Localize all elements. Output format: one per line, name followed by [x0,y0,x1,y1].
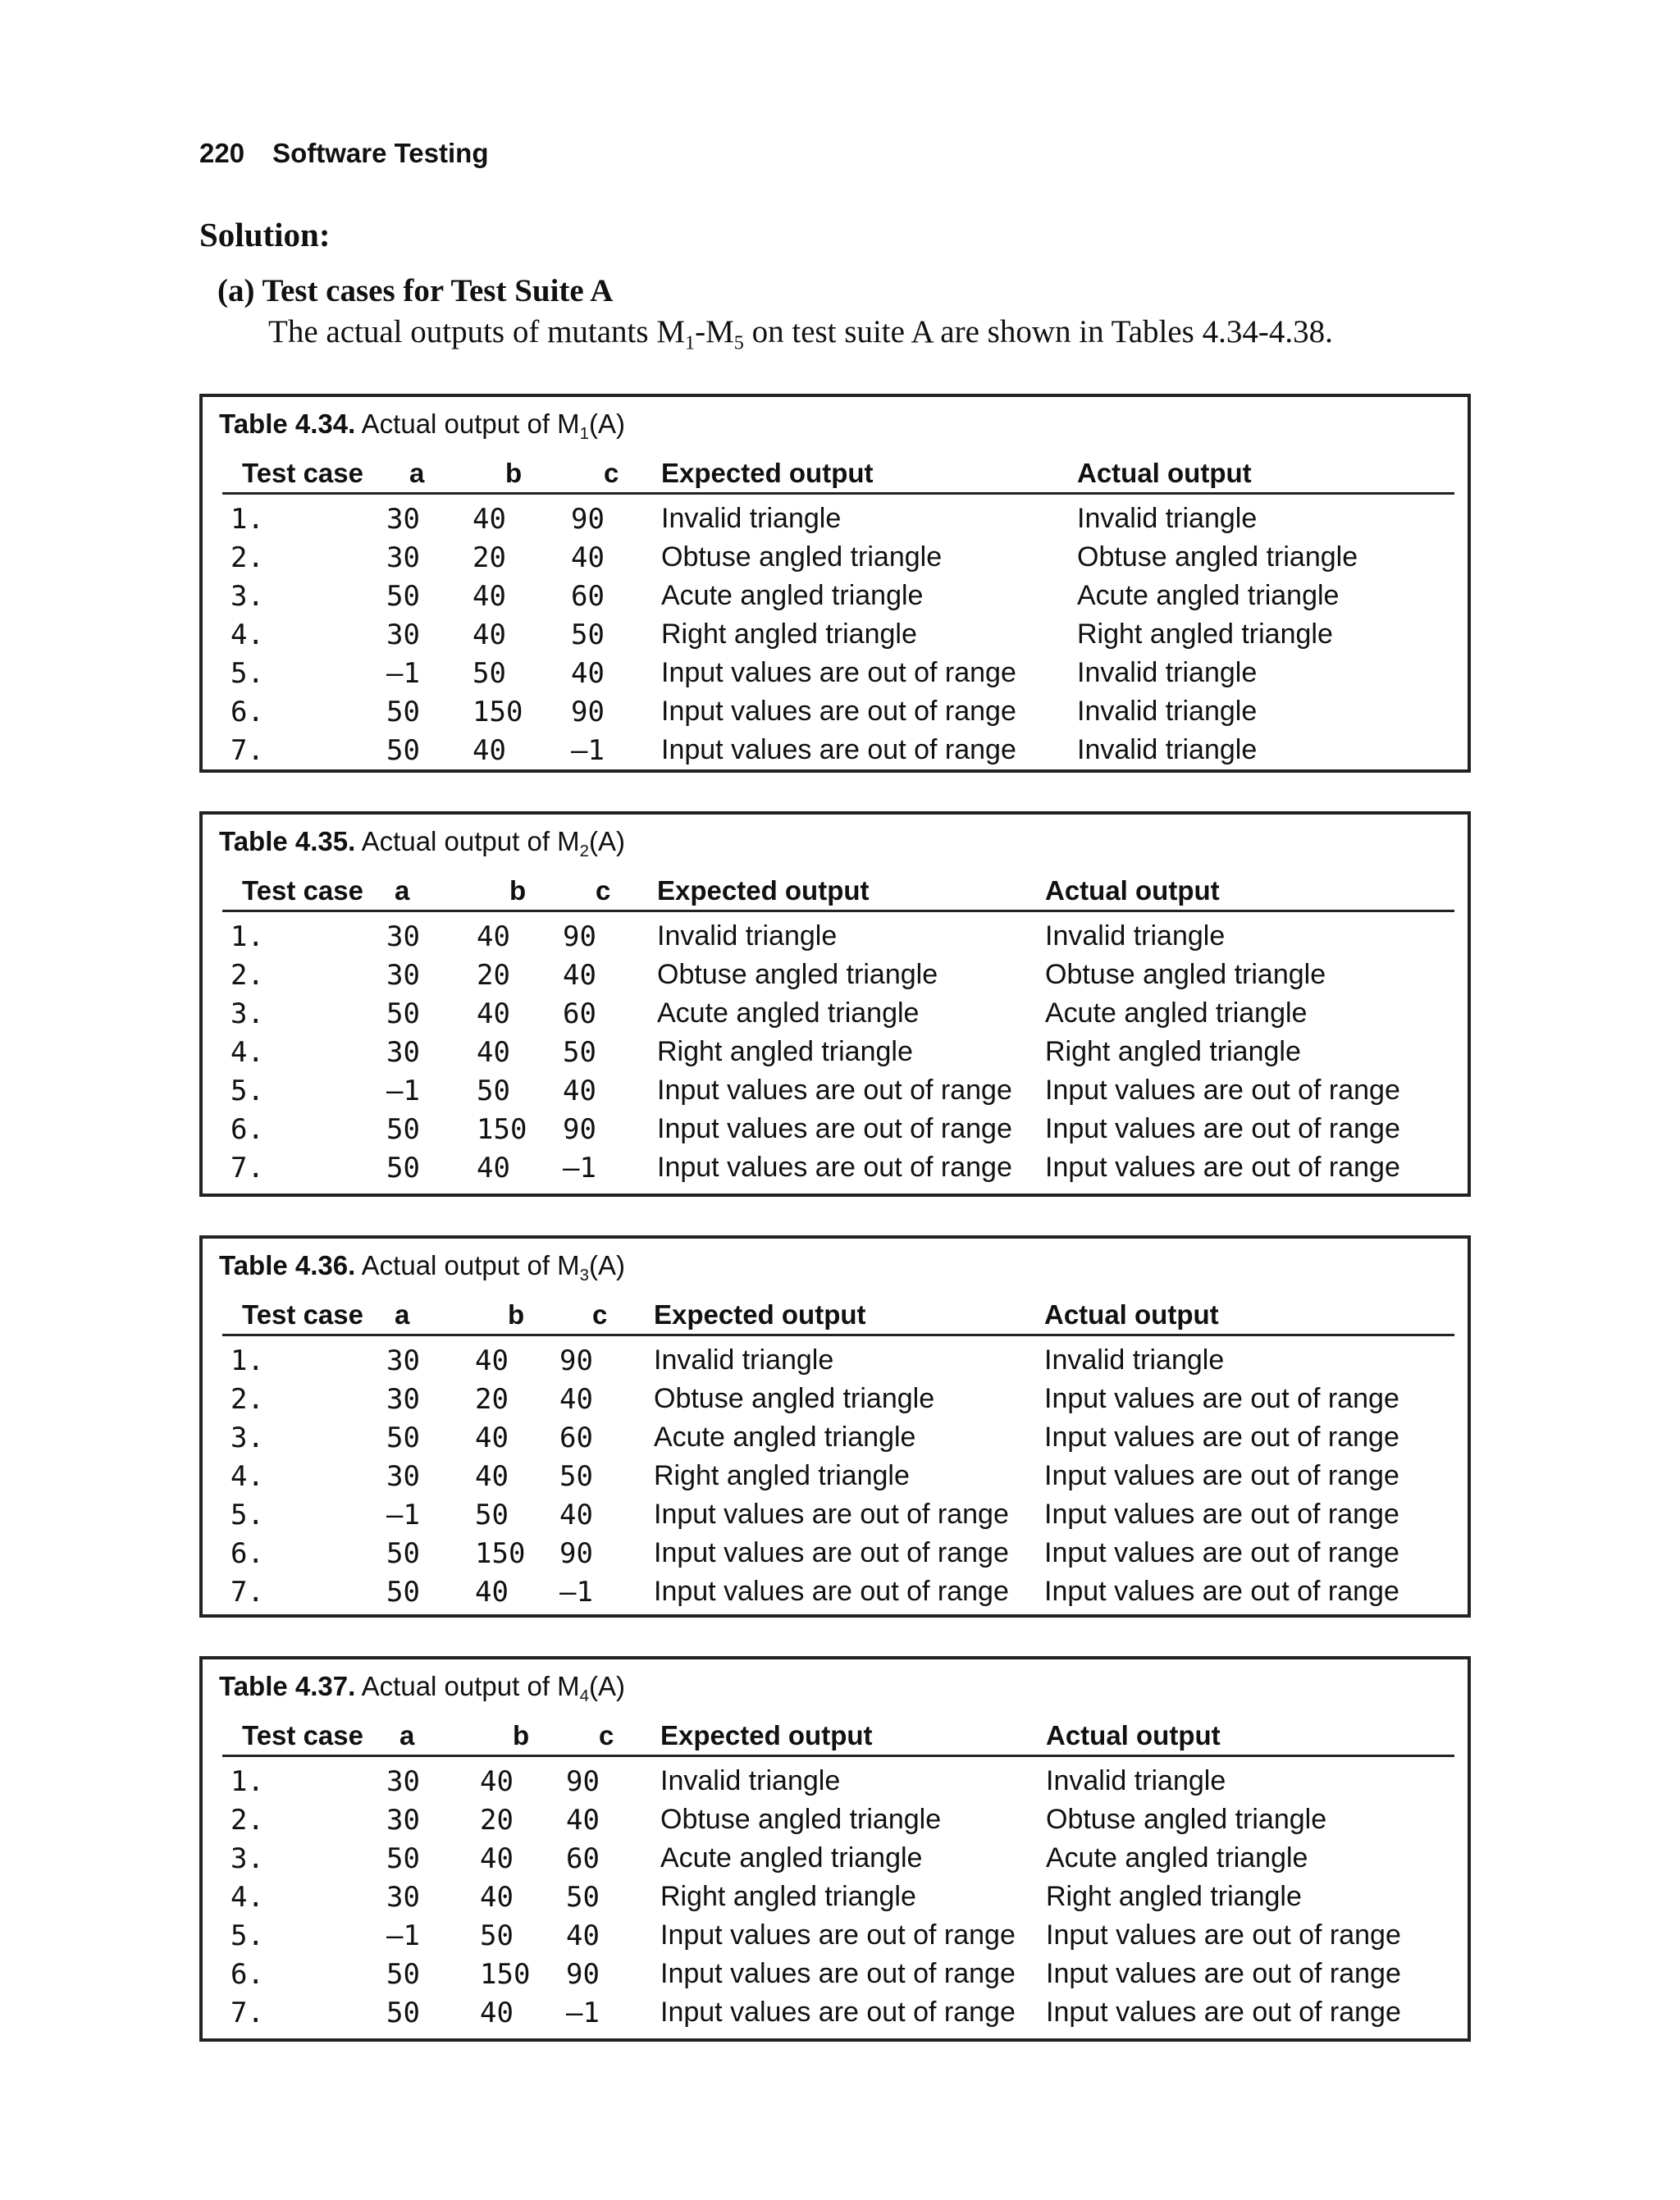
cell-c: 50 [559,1459,593,1493]
cell-a: 30 [386,502,420,536]
cell-expected-output: Right angled triangle [661,618,917,650]
cell-a: –1 [386,1498,420,1531]
cell-test-case: 2. [231,958,264,992]
cell-b: 40 [477,997,510,1030]
table-header-row [222,1296,1454,1335]
cell-actual-output: Input values are out of range [1046,1997,1401,2028]
col-header-test-case: Test case [222,872,386,911]
page-header [199,138,488,169]
cell-a: –1 [386,656,420,690]
cell-b: 40 [480,1996,514,2029]
cell-test-case: 7. [231,1996,264,2029]
cell-test-case: 6. [231,1112,264,1146]
table-label: Table 4.36. [219,1250,356,1280]
cell-c: 50 [566,1880,600,1914]
cell-b: 40 [475,1421,509,1454]
cell-a: 50 [386,1112,420,1146]
cell-c: 40 [566,1803,600,1837]
cell-expected-output: Right angled triangle [657,1036,913,1067]
cell-test-case: 7. [231,1151,264,1184]
cell-b: 20 [472,541,506,574]
table-row [222,615,1454,654]
col-header-b: b [480,1717,566,1756]
results-table [222,454,1454,769]
table-row [222,1380,1454,1418]
cell-actual-output: Invalid triangle [1046,1765,1226,1796]
intro-paragraph [268,313,1333,354]
cell-expected-output: Invalid triangle [657,920,838,952]
cell-c: 60 [571,579,605,613]
cell-expected-output: Input values are out of range [654,1499,1009,1530]
cell-actual-output: Input values are out of range [1046,1958,1401,1989]
col-header-a: a [386,1296,475,1335]
table-caption [219,1250,626,1285]
cell-a: 50 [386,1421,420,1454]
cell-b: 40 [472,502,506,536]
cell-actual-output: Input values are out of range [1044,1422,1399,1453]
cell-expected-output: Input values are out of range [660,1919,1016,1951]
cell-expected-output: Input values are out of range [661,696,1016,727]
cell-test-case: 1. [231,1764,264,1798]
cell-test-case: 5. [231,1498,264,1531]
table-4-37 [199,1656,1471,2042]
cell-b: 40 [475,1344,509,1377]
cell-b: 40 [472,618,506,651]
cell-expected-output: Obtuse angled triangle [654,1383,935,1414]
cell-actual-output: Input values are out of range [1044,1537,1399,1568]
table-row [222,1993,1454,2032]
cell-actual-output: Right angled triangle [1046,1881,1302,1912]
cell-expected-output: Input values are out of range [657,1152,1012,1183]
cell-b: 40 [477,1151,510,1184]
cell-a: 50 [386,1536,420,1570]
table-row [222,538,1454,577]
results-table [222,1717,1454,2032]
cell-a: 50 [386,1996,420,2029]
cell-expected-output: Invalid triangle [654,1344,834,1376]
col-header-actual-output: Actual output [1044,1296,1454,1335]
cell-c: 90 [571,695,605,728]
table-label: Table 4.35. [219,826,356,856]
col-header-b: b [472,454,571,494]
cell-c: 90 [563,1112,596,1146]
cell-b: 40 [480,1842,514,1875]
cell-actual-output: Input values are out of range [1044,1383,1399,1414]
cell-a: 30 [386,1803,420,1837]
cell-actual-output: Input values are out of range [1044,1499,1399,1530]
cell-b: 40 [480,1880,514,1914]
cell-a: 50 [386,695,420,728]
cell-actual-output: Invalid triangle [1044,1344,1225,1376]
table-header-row [222,1717,1454,1756]
intro-text-end: on test suite A are shown in Tables 4.34-4.38. [743,314,1333,349]
cell-a: 50 [386,1575,420,1609]
cell-c: 40 [563,958,596,992]
cell-actual-output: Input values are out of range [1045,1152,1400,1183]
cell-b: 50 [477,1074,510,1107]
col-header-expected-output: Expected output [654,1296,1044,1335]
cell-c: –1 [566,1996,600,2029]
col-header-c: c [559,1296,654,1335]
cell-expected-output: Obtuse angled triangle [661,541,943,573]
cell-c: –1 [571,733,605,767]
cell-c: 90 [559,1344,593,1377]
cell-a: 30 [386,1880,420,1914]
cell-expected-output: Input values are out of range [657,1113,1012,1144]
table-row [222,1033,1454,1071]
col-header-actual-output: Actual output [1077,454,1454,494]
cell-b: 40 [475,1459,509,1493]
cell-test-case: 6. [231,695,264,728]
cell-test-case: 2. [231,1803,264,1837]
cell-actual-output: Obtuse angled triangle [1046,1804,1327,1835]
cell-test-case: 7. [231,1575,264,1609]
intro-text-mid: -M [695,314,734,349]
col-header-c: c [563,872,657,911]
running-title: Software Testing [272,138,489,168]
cell-c: 90 [559,1536,593,1570]
cell-expected-output: Acute angled triangle [660,1842,923,1874]
cell-b: 20 [475,1382,509,1416]
cell-c: 90 [566,1957,600,1991]
cell-expected-output: Input values are out of range [661,734,1016,765]
cell-a: 50 [386,997,420,1030]
cell-actual-output: Acute angled triangle [1045,997,1308,1029]
cell-a: 30 [386,1459,420,1493]
cell-c: 90 [563,920,596,953]
table-row [222,1071,1454,1110]
cell-actual-output: Invalid triangle [1077,734,1258,765]
cell-expected-output: Input values are out of range [660,1958,1016,1989]
table-title-subscript: 4 [579,1687,590,1706]
cell-actual-output: Input values are out of range [1044,1576,1399,1607]
table-4-36 [199,1235,1471,1618]
cell-b: 40 [480,1764,514,1798]
cell-actual-output: Input values are out of range [1046,1919,1401,1951]
cell-c: 50 [571,618,605,651]
cell-actual-output: Input values are out of range [1044,1460,1399,1491]
col-header-actual-output: Actual output [1045,872,1454,911]
table-title: Actual output of M [355,1250,580,1280]
table-title-suffix: (A) [589,409,626,439]
cell-test-case: 2. [231,1382,264,1416]
cell-a: –1 [386,1919,420,1952]
intro-subscript-1: 1 [685,331,696,354]
table-label: Table 4.37. [219,1671,356,1701]
cell-actual-output: Invalid triangle [1077,503,1258,534]
cell-a: 30 [386,1035,420,1069]
col-header-test-case: Test case [222,1717,386,1756]
cell-b: 40 [477,1035,510,1069]
cell-expected-output: Invalid triangle [661,503,842,534]
cell-b: 20 [477,958,510,992]
table-4-34 [199,394,1471,773]
cell-expected-output: Acute angled triangle [661,580,924,611]
col-header-a: a [386,454,472,494]
cell-a: 50 [386,733,420,767]
table-caption [219,826,626,861]
table-row [222,1955,1454,1993]
table-row [222,911,1454,956]
table-caption [219,409,626,444]
cell-expected-output: Input values are out of range [654,1537,1009,1568]
cell-c: 40 [571,656,605,690]
col-header-test-case: Test case [222,1296,386,1335]
cell-actual-output: Obtuse angled triangle [1045,959,1326,990]
cell-a: 30 [386,920,420,953]
col-header-b: b [477,872,563,911]
cell-a: 30 [386,1382,420,1416]
cell-expected-output: Obtuse angled triangle [660,1804,942,1835]
cell-expected-output: Obtuse angled triangle [657,959,938,990]
cell-test-case: 3. [231,1421,264,1454]
cell-expected-output: Right angled triangle [660,1881,916,1912]
cell-c: 40 [559,1382,593,1416]
table-header-row [222,872,1454,911]
cell-c: 50 [563,1035,596,1069]
table-title-suffix: (A) [589,1671,626,1701]
table-row [222,956,1454,994]
cell-a: 50 [386,1151,420,1184]
cell-actual-output: Input values are out of range [1045,1075,1400,1106]
table-row [222,1878,1454,1916]
table-row [222,994,1454,1033]
table-label: Table 4.34. [219,409,356,439]
col-header-expected-output: Expected output [661,454,1077,494]
cell-actual-output: Obtuse angled triangle [1077,541,1358,573]
cell-test-case: 6. [231,1957,264,1991]
cell-b: 150 [480,1957,531,1991]
table-header-row [222,454,1454,494]
cell-b: 150 [475,1536,526,1570]
cell-test-case: 5. [231,1919,264,1952]
cell-b: 40 [472,579,506,613]
cell-c: 60 [563,997,596,1030]
cell-expected-output: Input values are out of range [654,1576,1009,1607]
table-row [222,1148,1454,1187]
cell-c: 90 [571,502,605,536]
table-title: Actual output of M [355,1671,580,1701]
table-row [222,1110,1454,1148]
cell-actual-output: Right angled triangle [1077,618,1333,650]
table-title-subscript: 3 [579,1266,590,1285]
col-header-c: c [571,454,661,494]
col-header-expected-output: Expected output [657,872,1045,911]
col-header-b: b [475,1296,559,1335]
col-header-a: a [386,872,477,911]
cell-c: –1 [563,1151,596,1184]
cell-test-case: 3. [231,997,264,1030]
solution-heading: Solution: [199,216,331,253]
cell-expected-output: Acute angled triangle [657,997,920,1029]
cell-c: –1 [559,1575,593,1609]
cell-actual-output: Invalid triangle [1077,696,1258,727]
results-table [222,872,1454,1187]
table-row [222,654,1454,692]
cell-c: 40 [566,1919,600,1952]
cell-c: 40 [563,1074,596,1107]
cell-test-case: 3. [231,579,264,613]
cell-c: 40 [559,1498,593,1531]
table-title-suffix: (A) [589,1250,626,1280]
cell-b: 50 [472,656,506,690]
col-header-c: c [566,1717,660,1756]
cell-test-case: 1. [231,502,264,536]
table-row [222,692,1454,731]
cell-test-case: 5. [231,656,264,690]
cell-expected-output: Acute angled triangle [654,1422,916,1453]
cell-b: 20 [480,1803,514,1837]
intro-subscript-5: 5 [733,331,744,354]
cell-actual-output: Acute angled triangle [1046,1842,1308,1874]
cell-test-case: 4. [231,618,264,651]
table-row [222,1418,1454,1457]
table-row [222,1572,1454,1611]
table-title: Actual output of M [355,826,580,856]
cell-test-case: 4. [231,1035,264,1069]
cell-actual-output: Acute angled triangle [1077,580,1340,611]
cell-test-case: 1. [231,920,264,953]
table-row [222,1839,1454,1878]
table-row [222,731,1454,769]
table-row [222,1495,1454,1534]
table-row [222,1801,1454,1839]
col-header-actual-output: Actual output [1046,1717,1454,1756]
cell-expected-output: Input values are out of range [657,1075,1012,1106]
subsection-heading: (a) Test cases for Test Suite A [217,273,614,308]
cell-expected-output: Right angled triangle [654,1460,910,1491]
table-row [222,494,1454,539]
cell-a: 30 [386,618,420,651]
table-row [222,577,1454,615]
cell-c: 40 [571,541,605,574]
table-row [222,1457,1454,1495]
cell-actual-output: Input values are out of range [1045,1113,1400,1144]
cell-c: 60 [566,1842,600,1875]
cell-b: 40 [475,1575,509,1609]
table-row [222,1916,1454,1955]
cell-a: 50 [386,1842,420,1875]
cell-a: 30 [386,958,420,992]
results-table [222,1296,1454,1611]
cell-expected-output: Invalid triangle [660,1765,841,1796]
col-header-test-case: Test case [222,454,386,494]
table-row [222,1756,1454,1801]
cell-test-case: 3. [231,1842,264,1875]
cell-c: 60 [559,1421,593,1454]
cell-test-case: 5. [231,1074,264,1107]
cell-test-case: 4. [231,1459,264,1493]
table-title-suffix: (A) [589,826,626,856]
col-header-expected-output: Expected output [660,1717,1046,1756]
cell-a: 50 [386,579,420,613]
table-4-35 [199,811,1471,1197]
cell-test-case: 6. [231,1536,264,1570]
cell-expected-output: Input values are out of range [660,1997,1016,2028]
cell-b: 150 [477,1112,527,1146]
cell-actual-output: Invalid triangle [1077,657,1258,688]
cell-b: 50 [475,1498,509,1531]
table-title-subscript: 2 [579,842,590,861]
page-number: 220 [199,138,245,168]
table-row [222,1534,1454,1572]
table-title-subscript: 1 [579,424,590,444]
cell-a: 30 [386,1764,420,1798]
cell-expected-output: Input values are out of range [661,657,1016,688]
cell-a: 30 [386,541,420,574]
cell-actual-output: Invalid triangle [1045,920,1226,952]
table-title: Actual output of M [355,409,580,439]
cell-a: 50 [386,1957,420,1991]
cell-test-case: 4. [231,1880,264,1914]
cell-b: 150 [472,695,523,728]
col-header-a: a [386,1717,480,1756]
intro-text-start: The actual outputs of mutants M [268,314,685,349]
cell-a: 30 [386,1344,420,1377]
cell-test-case: 2. [231,541,264,574]
cell-actual-output: Right angled triangle [1045,1036,1301,1067]
cell-b: 40 [477,920,510,953]
cell-b: 40 [472,733,506,767]
table-row [222,1335,1454,1381]
cell-b: 50 [480,1919,514,1952]
cell-a: –1 [386,1074,420,1107]
table-caption [219,1671,626,1706]
cell-test-case: 7. [231,733,264,767]
cell-c: 90 [566,1764,600,1798]
cell-test-case: 1. [231,1344,264,1377]
